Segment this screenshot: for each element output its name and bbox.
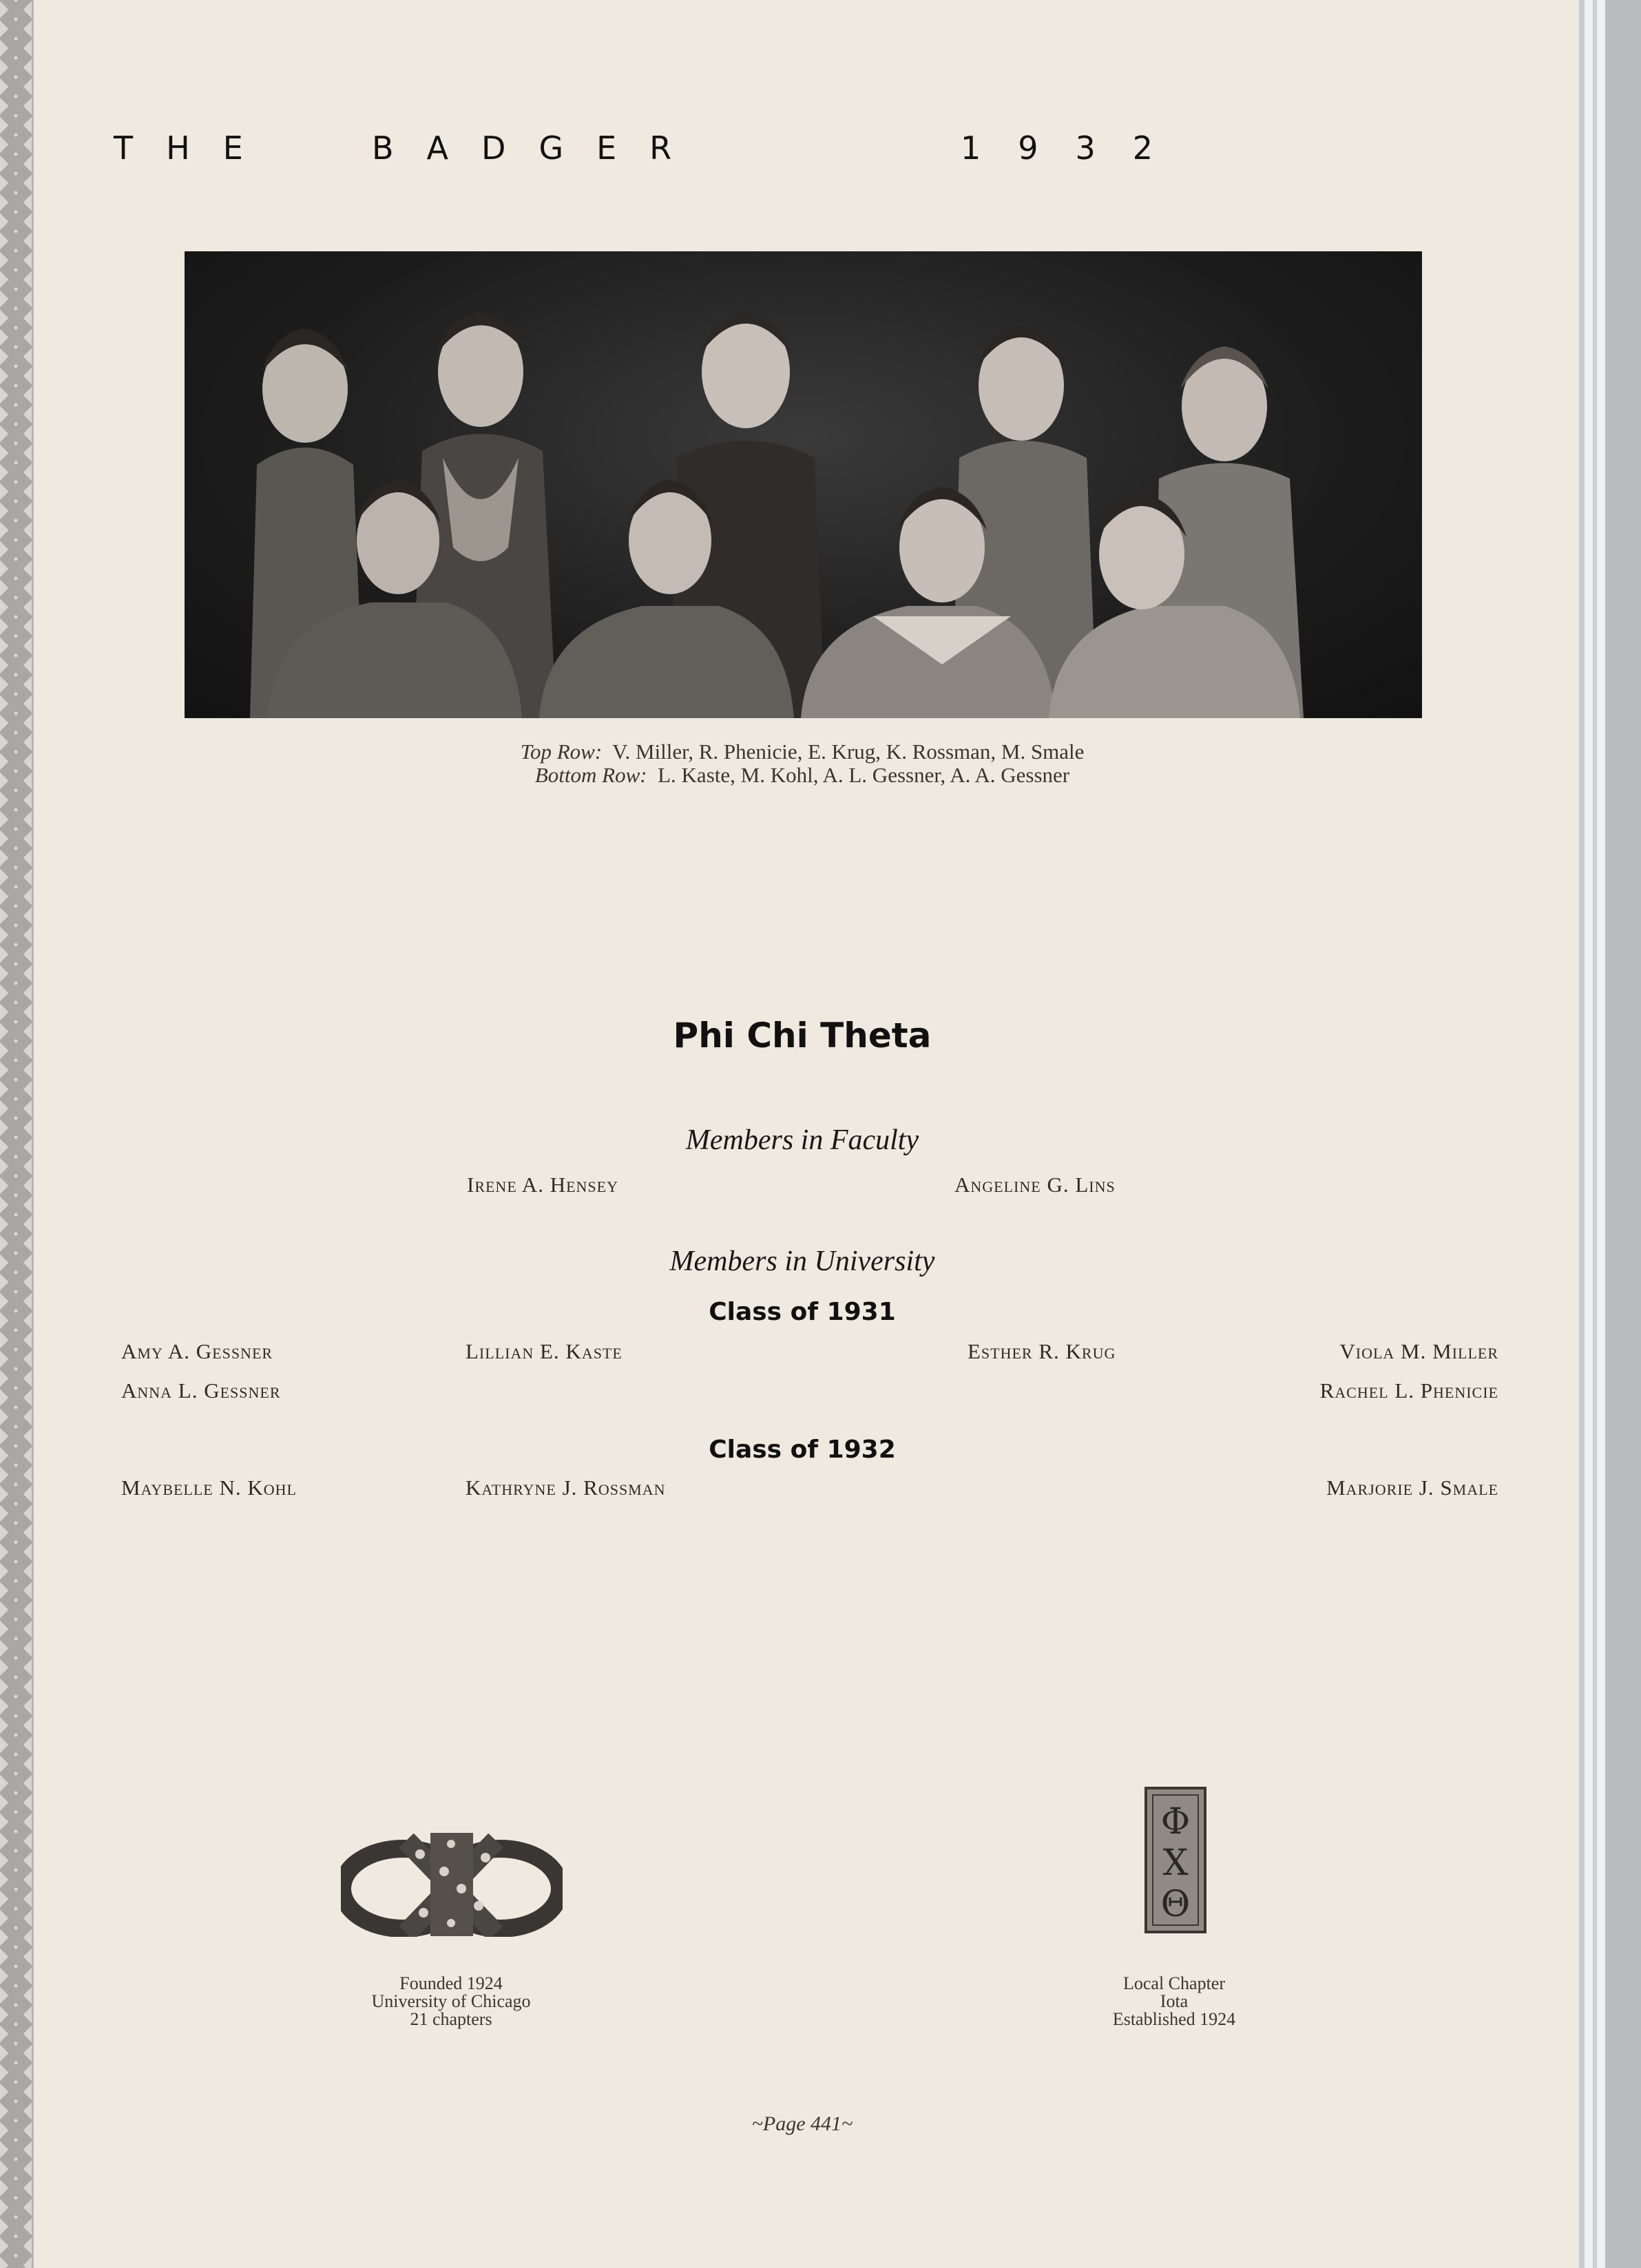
national-chapters: 21 chapters <box>410 2009 492 2029</box>
plaque-letter-chi: X <box>1162 1842 1189 1884</box>
fraternity-pin-emblem <box>341 1830 563 1940</box>
member-name: Anna L. Gessner <box>121 1378 281 1403</box>
local-chapter-name: Iota <box>1160 1991 1189 2011</box>
organization-title: Phi Chi Theta <box>673 1016 932 1056</box>
caption-top-names: V. Miller, R. Phenicie, E. Krug, K. Rossman, M. Smale <box>612 739 1085 764</box>
plaque-letter-theta: Θ <box>1160 1884 1191 1925</box>
caption-bottom-row <box>0 764 1605 787</box>
header-word-the: THE <box>114 129 276 167</box>
class-1931-heading: Class of 1931 <box>709 1298 896 1326</box>
member-name: Viola M. Miller <box>1339 1339 1498 1363</box>
group-photo-figures <box>185 251 1422 718</box>
greek-letters-plaque-icon <box>1144 1787 1206 1933</box>
photo-caption <box>0 740 1605 787</box>
member-name: Amy A. Gessner <box>121 1339 273 1363</box>
university-heading: Members in University <box>669 1246 935 1277</box>
member-name: Marjorie J. Smale <box>1326 1476 1498 1500</box>
member-name: Esther R. Krug <box>968 1339 1116 1363</box>
caption-bottom-names: L. Kaste, M. Kohl, A. L. Gessner, A. A. Gessner <box>658 763 1070 787</box>
header-word-badger: BADGER <box>372 129 705 167</box>
member-name: Maybelle N. Kohl <box>121 1476 297 1500</box>
caption-bottom-label: Bottom Row: <box>534 763 647 787</box>
header-year: 1932 <box>961 129 1191 167</box>
caption-top-row <box>0 740 1605 764</box>
national-info <box>348 1975 554 2028</box>
plaque-letter-phi: Φ <box>1160 1801 1191 1842</box>
local-chapter-label: Local Chapter <box>1123 1973 1225 1993</box>
page-number: ~Page 441~ <box>751 2112 853 2135</box>
member-name: Kathryne J. Rossman <box>466 1476 666 1500</box>
national-founded: Founded 1924 <box>399 1973 503 1993</box>
national-university: University of Chicago <box>371 1991 531 2011</box>
faculty-member: Irene A. Hensey <box>467 1173 618 1197</box>
chapter-plaque-emblem <box>1144 1787 1206 1937</box>
faculty-heading: Members in Faculty <box>685 1124 919 1156</box>
member-name: Rachel L. Phenicie <box>1319 1378 1498 1403</box>
faculty-member: Angeline G. Lins <box>954 1173 1116 1197</box>
local-info <box>1071 1975 1277 2028</box>
caption-top-label: Top Row: <box>520 739 603 764</box>
group-photo <box>185 251 1422 718</box>
local-established: Established 1924 <box>1112 2009 1236 2029</box>
class-1932-heading: Class of 1932 <box>709 1436 896 1464</box>
member-name: Lillian E. Kaste <box>466 1339 623 1363</box>
pin-icon <box>341 1830 563 1937</box>
